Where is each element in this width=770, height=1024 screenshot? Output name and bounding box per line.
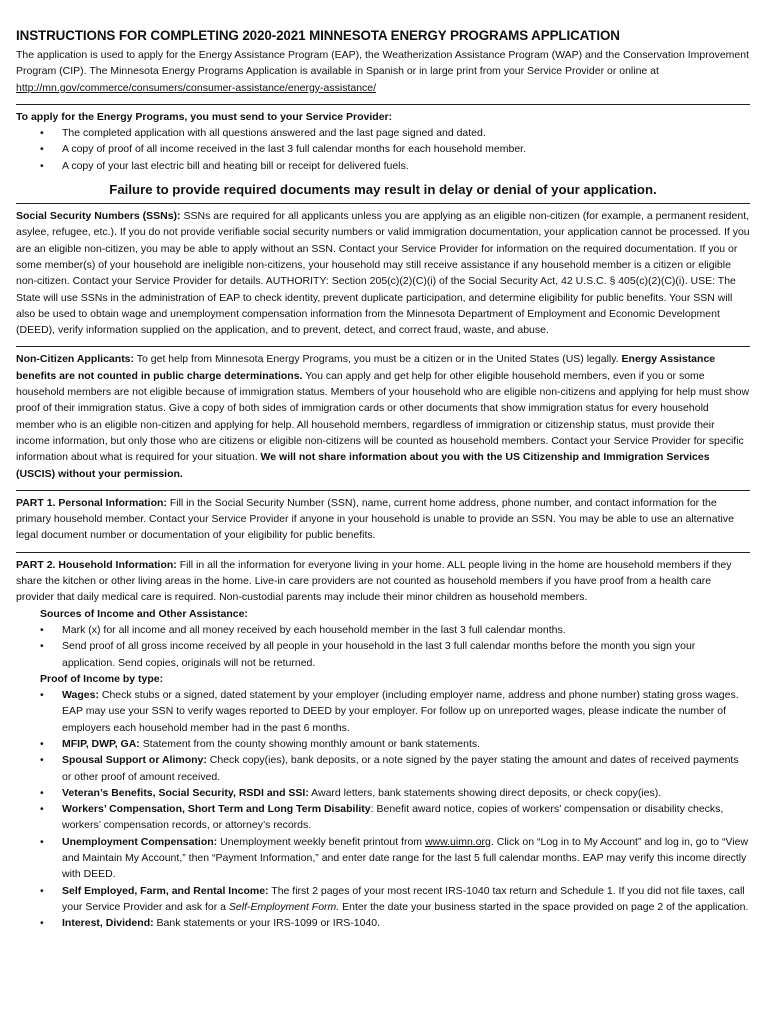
proof-text: Enter the date your business started in the space provided on page 2 of the application.: [339, 900, 749, 913]
section-divider: [16, 552, 750, 553]
noncitizen-bold-1: Energy Assistance benefits are not counted in public charge determinations.: [16, 353, 716, 382]
list-item: [16, 736, 750, 752]
proof-text: The first 2 pages of your most recent IRS-1040 tax return and Schedule 1. If you did not file taxes, call your Service Provider and ask for a: [62, 884, 745, 913]
proof-text: Award letters, bank statements showing direct deposits, or check copy(ies).: [308, 786, 662, 799]
sources-list: [16, 622, 750, 671]
apply-list: [16, 125, 750, 174]
list-item: [16, 883, 750, 916]
part1-label: PART 1. Personal Information:: [16, 496, 167, 509]
proof-text: Bank statements or your IRS-1099 or IRS-1040.: [153, 917, 381, 930]
section-divider: [16, 104, 750, 105]
proof-heading: Proof of Income by type:: [40, 672, 164, 685]
proof-label: Unemployment Compensation:: [62, 835, 218, 848]
proof-label: Interest, Dividend:: [62, 917, 154, 930]
noncitizen-text-2: You can apply and get help for other eligible household members, even if you or some household members are not eligible because of immigration status. Members of your household who are eligible non-citizens and applying for help must show proof of their immigration status. Give a copy of both sides of immigration cards or other documents that show immigration status for every household member who is an eligible non-citizen and applying for help. All household members, regardless of immigration or citizenship status, must provide their income information, but only those who are citizens or eligible non-citizens will be counted as household members. Contact your Service Provider for specific information about what is required for your situation.: [16, 369, 750, 464]
list-item: [16, 752, 750, 785]
uimn-link[interactable]: www.uimn.org: [424, 835, 491, 848]
list-item: [16, 687, 750, 736]
proof-text: Unemployment weekly benefit printout from: [217, 835, 425, 848]
proof-label: MFIP, DWP, GA:: [62, 737, 140, 750]
part1-section: [16, 495, 750, 544]
list-item: [16, 915, 750, 931]
list-item: [16, 834, 750, 883]
proof-label: Workers’ Compensation, Short Term and Long Term Disability: [62, 803, 371, 816]
sources-heading: Sources of Income and Other Assistance:: [40, 607, 248, 620]
proof-text: Check copy(ies), bank deposits, or a note signed by the payer stating the amount and dates of received payments or other proof of amount received.: [62, 754, 739, 783]
noncitizen-label: Non-Citizen Applicants:: [16, 353, 135, 366]
proof-label: Self Employed, Farm, and Rental Income:: [62, 884, 269, 897]
part2-label: PART 2. Household Information:: [16, 558, 177, 571]
section-divider: [16, 490, 750, 491]
list-item: • A copy of your last electric bill and heating bill or receipt for delivered fuels.: [16, 158, 750, 174]
list-item: [16, 801, 750, 834]
proof-text: . Click on “Log in to My Account” and log in, go to “View and Maintain My Account,” then “Payment Information,” and enter date range for the last 5 full calendar months. EAP may verify this income directly with DEED.: [62, 835, 749, 881]
proof-text: Check stubs or a signed, dated statement by your employer (including employer name, address and phone number) stating gross wages. EAP may use your SSN to verify wages reported to DEED by your employer. For follow up on unreported wages, please indicate the number of employers each household member had in the past 6 months.: [62, 689, 739, 734]
intro-paragraph: [16, 47, 750, 96]
proof-text: Statement from the county showing monthly amount or bank statements.: [139, 737, 481, 750]
noncitizen-bold-2: We will not share information about you with the US Citizenship and Immigration Services (USCIS) without your permission.: [16, 451, 710, 480]
ssn-section: [16, 208, 750, 338]
part2-text: Fill in all the information for everyone living in your home. ALL people living in the home are household members if they share the kitchen or other living areas in the home. Live-in care providers are not counted as household members if you have proof from a health care provider that daily medical care is required. Non-custodial parents may include their minor children as household members.: [16, 558, 732, 604]
energy-assistance-link[interactable]: http://mn.gov/commerce/consumers/consumer-assistance/energy-assistance/: [16, 81, 377, 94]
list-item: [16, 785, 750, 801]
part2-section: [16, 557, 750, 606]
ssn-text: SSNs are required for all applicants unless you are applying as an eligible non-citizen (for example, a permanent resident, asylee, refugee, etc.). If you do not provide verifiable social security numbers or valid immigration documentation, your application cannot be processed. If you are an eligible non-citizen, you may be able to apply without an SSN. Contact your Service Provider for information on the required documentation. If you or some member(s) of your household are ineligible non-citizens, your household may still receive assistance if any household member is a citizen or eligible non-citizen. Contact your Service Provider for details. AUTHORITY: Section 205(c)(2)(C)(i) of the Social Security Act, 42 U.S.C. § 405(c)(2)(C)(i). USE: The State will use SSNs in the administration of EAP to check identity, prevent duplicate participation, and determine eligibility for public benefits. Your SSN will also be used to obtain wage and unemployment compensation information from the Minnesota Department of Employment and Economic Development (DEED), verify information supplied on the application, and to prevent, detect, and correct fraud, waste, and abuse.: [16, 210, 750, 337]
intro-text: The application is used to apply for the Energy Assistance Program (EAP), the Weatherization Assistance Program (WAP) and the Conservation Improvement Program (CIP). The Minnesota Energy Programs Application is available in Spanish or in large print from your Service Provider or online at: [16, 49, 750, 78]
section-divider: [16, 346, 750, 347]
warning-banner: Failure to provide required documents may result in delay or denial of your application.: [109, 182, 657, 198]
list-item: • The completed application with all questions answered and the last page signed and dated.: [16, 125, 750, 141]
apply-heading: To apply for the Energy Programs, you must send to your Service Provider:: [16, 110, 393, 123]
list-item: • A copy of proof of all income received in the last 3 full calendar months for each household member.: [16, 141, 750, 157]
section-divider: [16, 203, 750, 204]
self-employment-form-name: Self-Employment Form.: [228, 900, 340, 913]
proof-text: : Benefit award notice, copies of workers’ compensation or disability checks, workers’ compensation records, or attorney’s records.: [62, 803, 724, 832]
proof-label: Veteran’s Benefits, Social Security, RSDI and SSI:: [62, 786, 309, 799]
proof-label: Wages:: [62, 689, 99, 702]
noncitizen-text-1: To get help from Minnesota Energy Programs, you must be a citizen or in the United States (US) legally.: [134, 353, 622, 366]
noncitizen-section: [16, 351, 750, 481]
proof-label: Spousal Support or Alimony:: [62, 754, 207, 767]
ssn-label: Social Security Numbers (SSNs):: [16, 210, 181, 223]
list-item: • Send proof of all gross income received by all people in your household in the last 3 full calendar months before the month you sign your application. Send copies, originals will not be returned.: [16, 638, 750, 671]
list-item: • Mark (x) for all income and all money received by each household member in the last 3 full calendar months.: [16, 622, 750, 638]
proof-list: [16, 687, 750, 931]
page-title: INSTRUCTIONS FOR COMPLETING 2020-2021 MINNESOTA ENERGY PROGRAMS APPLICATION: [16, 28, 620, 43]
part1-text: Fill in the Social Security Number (SSN), name, current home address, phone number, and contact information for the primary household member. Contact your Service Provider if anyone in your household is unable to provide an SSN. You may be able to use an alternative legal document number or documentation of your eligibility for public benefits.: [16, 496, 734, 542]
